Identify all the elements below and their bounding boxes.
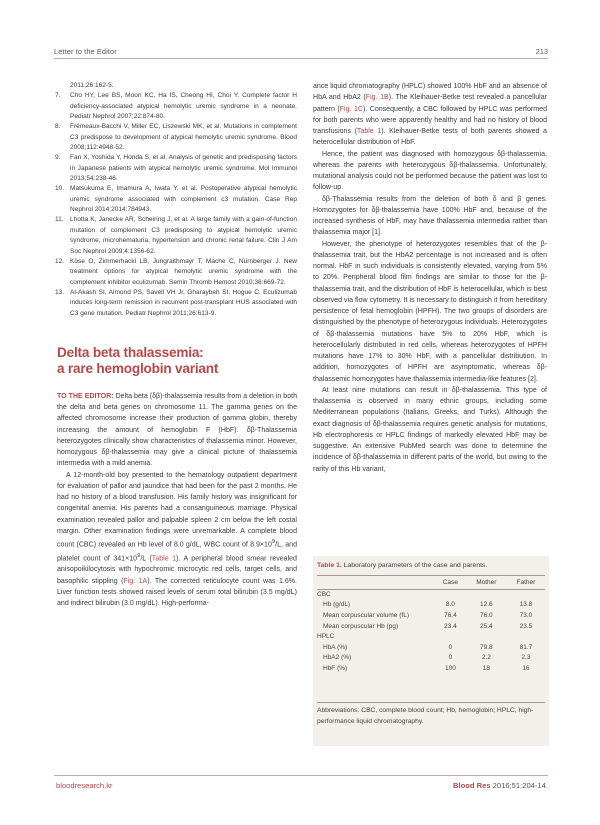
table-row (317, 663, 545, 674)
reference-item (57, 122, 297, 153)
row-label: HbA (%) (323, 643, 348, 651)
section-label: Letter to the Editor (54, 47, 117, 56)
journal-citation (453, 781, 548, 790)
row-label: HbF (%) (323, 664, 348, 672)
left-column (57, 81, 297, 609)
reference-text: Frémeaux-Bacchi V, Miller EC, Liszewski MK, et al. Mutations in complement C3 predispose to development of atypical hemolytic uremic syndrome. Blood 2008;112:4948-52. (70, 123, 297, 152)
paragraph-text: ). Kleihauer-Betke tests of both parents showed a heterocellular distribution of HbF. (313, 128, 547, 147)
cell: 76.0 (480, 611, 493, 619)
table-row (317, 642, 545, 653)
article-body-left (57, 391, 297, 609)
reference-text: Cho HY, Lee BS, Moon KC, Ha IS, Cheong HI, Choi Y. Complete factor H deficiency-associated atypical hemolytic uremic syndrome in a neonate. Pediatr Nephrol 2007;22:874-80. (70, 92, 297, 121)
paragraph-text: ). A peripheral blood smear revealed anisopoikilocytosis with hypochromic microcytic red cells, target cells, and basophilic stippling ( (57, 555, 297, 585)
row-label: Hb (g/dL) (323, 601, 351, 609)
page-footer (54, 775, 548, 795)
cell: 12.6 (480, 601, 493, 609)
superscript: 9 (271, 539, 276, 546)
table-header-row (317, 576, 545, 589)
paragraph-hplc (313, 81, 547, 149)
fig-1c-link[interactable]: Fig. 1C (339, 105, 363, 113)
reference-item (57, 257, 297, 288)
page-number: 213 (535, 47, 548, 56)
cell (435, 589, 466, 600)
table-abbreviations: Abbreviations: CBC, complete blood count; Hb, hemoglobin; HPLC, high-performance liquid chromatography. (317, 707, 534, 725)
reference-item (57, 81, 297, 91)
reference-text: Fan X, Yoshida Y, Honda S, et al. Analysis of genetic and predisposing factors in Japanese patients with atypical hemolytic uremic syndrome. Mol Immunol 2013;54:238-46. (70, 154, 297, 183)
reference-item (57, 288, 297, 319)
cell: 23.5 (519, 622, 533, 630)
paragraph-deletion: δβ-Thalassemia results from the deletion of both δ and β genes. Homozygotes for δβ-thalassemia have 100% HbF and, because of the increased synthesis of HbF, may have thalassemia intermedia rather than thalassemia major [1]. (313, 195, 547, 237)
reference-item (57, 153, 297, 184)
cell: 100 (444, 664, 456, 672)
reference-item (57, 184, 297, 215)
cell: 13.8 (519, 601, 533, 609)
cell (435, 631, 466, 642)
row-label: HbA2 (%) (323, 654, 352, 662)
cell: 8.0 (445, 601, 455, 609)
table-caption-text: Laboratory parameters of the case and parents. (341, 562, 488, 569)
row-label: CBC (317, 590, 331, 598)
paragraph-diagnosis: Hence, the patient was diagnosed with homozygous δβ-thalassemia, whereas the parents with heterozygous δβ-thalassemia. Unfortunately, mutational analysis could not be performed because the patient was lost to follow-up. (313, 150, 547, 192)
reference-number: 10. (55, 185, 65, 193)
reference-number: 13. (55, 288, 65, 296)
reference-text: 2011;26:162-5. (70, 82, 114, 89)
paragraph-text: ance liquid chromatography (HPLC) showed 100% HbF and an absence of HbA and HbA2 ( (313, 83, 547, 102)
footer-rule (54, 775, 548, 776)
journal-site-link[interactable]: bloodresearch.kr (56, 781, 113, 790)
table-1 (313, 556, 549, 746)
paragraph-case (57, 470, 297, 610)
table-row (317, 621, 545, 632)
reference-text: Lhotta K, Janecke AR, Scheiring J, et al. A large family with a gain-of-function mutation of complement C3 predisposing to atypical hemolytic uremic syndrome, microhematuria, hypertension and chronic renal failure. Clin J Am Soc Nephrol 2009;4:1356-62. (70, 216, 297, 255)
paragraph-text: A 12-month-old boy presented to the hematology outpatient department for evaluation of pallor and jaundice that had been for the past 2 months. He had no history of a blood transfusion. His family history was insignificant for congenital anemia. His parents had a consanguineous marriage. Physical examination revealed pallor and palpable spleen 2 cm below the left costal margin. Other examination findings were unremarkable. A complete blood count (CBC) revealed an Hb level of 8.0 g/dL, WBC count of 8.9×10 (57, 471, 297, 549)
cell: 0 (448, 654, 453, 662)
cell: 18 (482, 664, 490, 672)
reference-text: Köse O, Zimmerhackl LB, Jungraithmayr T, Mache C, Nürnberger J. New treatment options for atypical hemolytic uremic syndrome with the complement inhibitor eculizumab. Semin Thromb Hemost 2010;36:669-72. (70, 257, 297, 286)
paragraph-phenotype: However, the phenotype of heterozygotes resembles that of the β-thalassemia trait, but the HbA2 percentage is not increased and is often normal. HbF in such individuals is consistently elevated, varying from 5% to 20%. Peripheral blood film findings are similar to those for the β-thalassemia trait, and the distribution of HbF is heterocellular, which is best observed via flow cytometry. It is necessary to distinguish it from hereditary persistence of fetal hemoglobin (HPFH). The two groups of disorders are distinguished by the phenotype of heterozygous individuals. Heterozygotes of δβ-thalassemia mutations have 5% to 20% HbF, which is heterocellularly distributed in red cells, whereas heterozygotes of HPFH mutations have 17% to 30% HbF, with a pancellular distribution. In addition, homozygotes of HPFH are asymptomatic, whereas δβ-thalassemic homozygotes have thalassemia intermedia-like features [2]. (313, 240, 547, 383)
table-row (317, 600, 545, 611)
cell: 16 (522, 664, 530, 672)
reference-number: 7. (55, 92, 61, 100)
reference-item (57, 91, 297, 122)
journal-name: Blood Res (453, 781, 491, 790)
table-1-link[interactable]: Table 1 (151, 555, 177, 563)
column-header: Case (442, 579, 458, 586)
header-rule (54, 58, 548, 59)
cell (507, 631, 545, 642)
column-header: Mother (476, 579, 497, 586)
cell: 79.8 (480, 643, 493, 651)
fig-1b-link[interactable]: Fig. 1B (365, 94, 389, 102)
table-row (317, 653, 545, 664)
cell: 25.4 (480, 622, 493, 630)
article-title-line2: a rare hemoglobin variant (57, 361, 219, 377)
table-row (317, 589, 545, 600)
cell: 0 (448, 643, 453, 651)
cell: 76.4 (444, 611, 457, 619)
cell (466, 631, 507, 642)
paragraph-intro (57, 391, 297, 470)
cell: 2.3 (521, 654, 531, 662)
cell: 81.7 (519, 643, 533, 651)
paragraph-text: ). The Kleihauer-Betke test revealed a pancellular pattern ( (313, 94, 547, 113)
table-1-link[interactable]: Table 1 (356, 128, 382, 135)
row-label: Mean corpuscular Hb (pg) (323, 622, 399, 630)
table-caption (317, 562, 487, 569)
paragraph-text: ). The corrected reticulocyte count was 1.6%. Liver function tests showed raised levels of serum total bilirubin (3.5 mg/dL) and indirect bilirubin (3.0 mg/dL). High-performa- (57, 577, 297, 608)
table-row (317, 610, 545, 621)
cell: 2.2 (481, 654, 491, 662)
reference-text: Al-Akash SI, Almond PS, Savell VH Jr, Gharaybeh SI, Hogue C. Eculizumab induces long-term remission in recurrent post-transplant HUS associated with C3 gene mutation. Pediatr Nephrol 2011;26:613-9. (70, 288, 297, 317)
right-column (313, 81, 547, 475)
lab-parameters-table (317, 576, 545, 674)
paragraph-text: /L, and platelet count of 341×10 (57, 541, 298, 563)
reference-number: 8. (55, 123, 61, 131)
paragraph-text: /L ( (140, 555, 152, 563)
reference-text: Matsukuma E, Imamura A, Iwata Y, et al. Postoperative atypical hemolytic uremic syndrome associated with complement c3 mutation. Case Rep Nephrol 2014;2014:784943. (70, 185, 297, 214)
paragraph-text: Delta beta (δβ)-thalassemia results from a deletion in both the delta and beta genes on chromosome 11. The gamma genes on the affected chromosome increase their production of gamma globin, thereby increasing the amount of hemoglobin F (HbF). δβ-Thalassemia heterozygotes clinically show characteristics of thalassemia minor. However, homozygous δβ-thalassemia may give a clinical picture of thalassemia intermedia with a mild anemia. (57, 392, 297, 468)
table-row (317, 631, 545, 642)
page-header (54, 0, 548, 62)
paragraph-mutations: At least nine mutations can result in δβ-thalassemia. This type of thalassemia is observed in many ethnic groups, including some Mediterranean populations (Italians, Greeks, and Turks). Although the exact diagnosis of δβ-thalassemia requires genetic analysis for mutations, Hb electrophoresis or HPLC findings of markedly elevated HbF may be suggestive. An extensive PubMed search was done to determine the incidence of δβ-thalassemia in different parts of the world, but owing to the rarity of this Hb variant, (313, 386, 547, 473)
cell (507, 589, 545, 600)
article-body-right (313, 81, 547, 475)
table-bottom-rule (317, 702, 545, 703)
table-caption-label: Table 1. (317, 562, 342, 569)
reference-number: 12. (55, 257, 65, 265)
superscript: 9 (137, 552, 141, 559)
column-header (317, 576, 435, 589)
row-label: HPLC (317, 633, 335, 641)
fig-1a-link[interactable]: Fig. 1A (123, 577, 148, 585)
paragraph-text: ). Consequently, a CBC followed by HPLC was performed for both parents who were apparently healthy and had no history of blood transfusions ( (313, 105, 547, 135)
cell (466, 589, 507, 600)
reference-number: 9. (55, 154, 61, 162)
cell: 23.4 (444, 622, 457, 630)
cell: 73.0 (519, 611, 533, 619)
row-label: Mean corpuscular volume (fL) (323, 611, 409, 619)
column-header: Father (516, 579, 536, 586)
lead-in: TO THE EDITOR: (57, 392, 114, 400)
article-title (57, 345, 297, 378)
reference-list (57, 81, 297, 319)
reference-item (57, 215, 297, 256)
citation-text: 2016;51:204-14. (490, 781, 548, 790)
article-title-line1: Delta beta thalassemia: (57, 344, 204, 360)
reference-number: 11. (55, 216, 64, 224)
